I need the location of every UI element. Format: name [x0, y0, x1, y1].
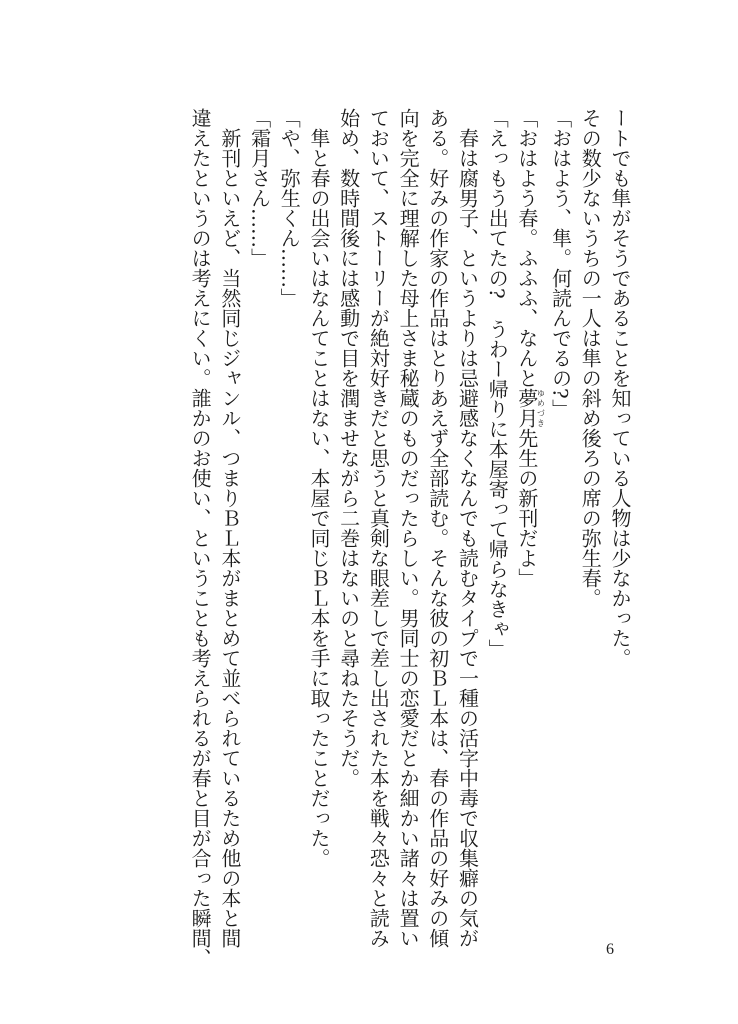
text-line: ある。好みの作家の作品はとりあえず全部読む。そんな彼の初ＢＬ本は、春の作品の好みの傾 [425, 108, 450, 948]
text-line: 違えたというのは考えにくい。誰かのお使い、ということも考えられるが春と目が合った瞬間、 [188, 108, 213, 968]
body-text [184, 108, 634, 968]
text-line: 「えっもう出てたの? うわー帰りに本屋寄って帰らなきゃ」 [485, 108, 510, 659]
text-line: 「おはよう春。ふふふ、なんと夢月ゆめづき先生の新刊だよ」 [514, 108, 546, 588]
ruby-annotation: 夢月ゆめづき [514, 388, 546, 428]
text-line: 新刊といえど、当然同じジャンル、つまりＢＬ本がまとめて並べられているため他の本と間 [217, 108, 242, 948]
text-line: 「霜月さん……」 [247, 108, 272, 268]
text-line: 向を完全に理解した母上さま秘蔵のものだったらしい。男同士の恋愛だとか細かい諸々は置い [396, 108, 421, 948]
text-line: 始め、数時間後には感動で目を潤ませながら二巻はないのと尋ねたそうだ。 [336, 108, 361, 788]
text-line: 春は腐男子、というよりは忌避感なくなんでも読むタイプで一種の活字中毒で収集癖の気が [455, 108, 480, 948]
text-line: 隼と春の出会いはなんてことはない、本屋で同じＢＬ本を手に取ったことだった。 [306, 108, 331, 868]
page-number: 6 [606, 941, 614, 958]
text-line: 「や、弥生くん……」 [277, 108, 302, 308]
text-line: ておいて、ストーリーが絶対好きだと思うと真剣な眼差しで差し出された本を戦々恐々と読み [366, 108, 391, 948]
text-line: 「おはよう、隼。何読んでるの?」 [548, 108, 573, 419]
text-line: その数少ないうちの一人は隼の斜め後ろの席の弥生春。 [578, 108, 603, 608]
ruby-reading: ゆめづき [536, 388, 546, 428]
text-line: ートでも隼がそうであることを知っている人物は少なかった。 [608, 108, 632, 668]
